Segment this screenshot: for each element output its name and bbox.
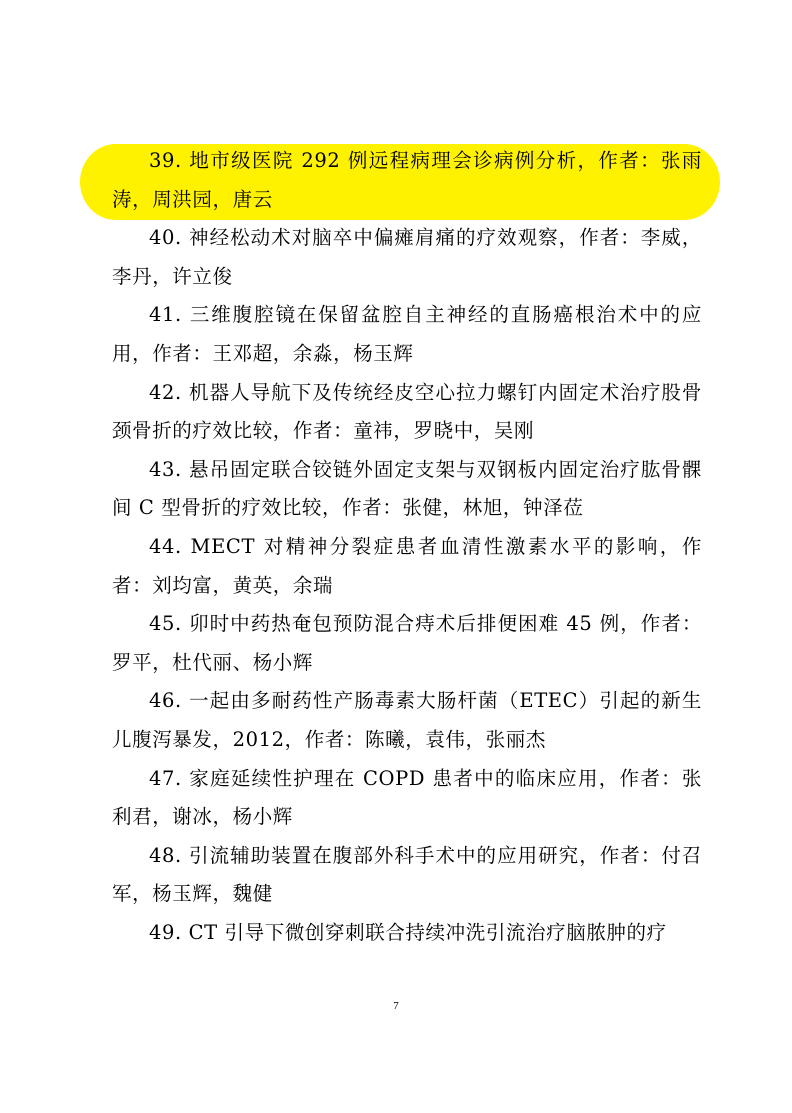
entry-45: 45. 卯时中药热奄包预防混合痔术后排便困难 45 例，作者：罗平，杜代丽、杨小辉 [112, 612, 702, 674]
entry-42: 42. 机器人导航下及传统经皮空心拉力螺钉内固定术治疗股骨颈骨折的疗效比较，作者：童祎，罗晓中，吴刚 [112, 380, 702, 443]
entry-44: 44. MECT 对精神分裂症患者血清性激素水平的影响，作者：刘均富，黄英，余瑞 [112, 534, 702, 597]
reference-list [112, 142, 702, 952]
entry-46: 46. 一起由多耐药性产肠毒素大肠杆菌（ETEC）引起的新生儿腹泻暴发，2012，作者：陈曦，袁伟，张丽杰 [112, 689, 702, 751]
entry-47: 47. 家庭延续性护理在 COPD 患者中的临床应用，作者：张利君，谢冰，杨小辉 [112, 766, 702, 829]
entry-41: 41. 三维腹腔镜在保留盆腔自主神经的直肠癌根治术中的应用，作者：王邓超，余淼，杨玉辉 [112, 303, 702, 365]
entry-49: 49. CT 引导下微创穿刺联合持续冲洗引流治疗脑脓肿的疗 [149, 920, 667, 944]
entry-39: 39. 地市级医院 292 例远程病理会诊病例分析，作者：张雨涛，周洪园，唐云 [112, 149, 702, 211]
entry-48: 48. 引流辅助装置在腹部外科手术中的应用研究，作者：付召军，杨玉辉，魏健 [112, 843, 702, 906]
page-number: 7 [393, 1000, 399, 1012]
entry-40: 40. 神经松动术对脑卒中偏瘫肩痛的疗效观察，作者：李威，李丹，许立俊 [112, 226, 702, 288]
entry-43: 43. 悬吊固定联合铰链外固定支架与双钢板内固定治疗肱骨髁间 C 型骨折的疗效比较，作者：张健，林旭，钟泽莅 [112, 457, 702, 520]
